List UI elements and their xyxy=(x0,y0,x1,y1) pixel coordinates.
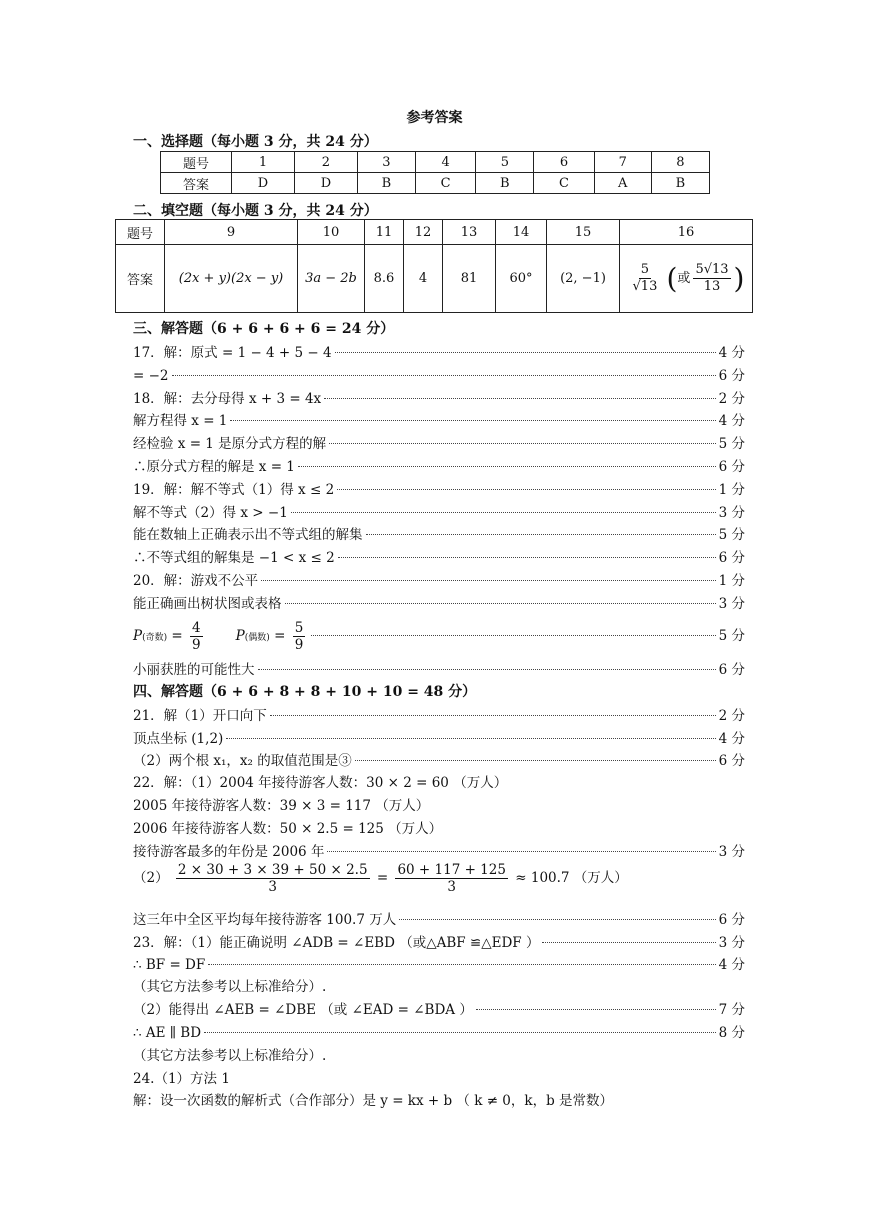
answer-line: 21．解（1）开口向下 2 分 xyxy=(133,708,745,724)
table-cell: 12 xyxy=(404,220,443,245)
note-line: （其它方法参考以上标准给分）. xyxy=(133,979,327,995)
fill-answer-table xyxy=(115,219,753,313)
q24-title: 24.（1）方法 1 xyxy=(133,1071,230,1087)
q24-line: 解：设一次函数的解析式（合作部分）是 y = kx + b （ k ≠ 0，k，b 是常数） xyxy=(133,1093,614,1109)
table-cell: 8.6 xyxy=(365,245,404,313)
table-row-label: 答案 xyxy=(116,245,165,313)
answer-line: 解不等式（2）得 x > −1 3 分 xyxy=(133,504,745,521)
answer-line: 19．解：解不等式（1）得 x ≤ 2 1 分 xyxy=(133,481,745,498)
table-cell: 81 xyxy=(443,245,496,313)
answer-line: ∴ BF = DF 4 分 xyxy=(133,957,745,973)
table-cell: A xyxy=(594,173,651,194)
table-cell: C xyxy=(416,173,476,194)
table-cell: 1 xyxy=(232,152,295,173)
answer-line: 接待游客最多的年份是 2006 年 3 分 xyxy=(133,844,745,860)
fraction: $\frac{5}{√13}$ xyxy=(632,262,658,294)
table-cell: 10 xyxy=(298,220,365,245)
fraction: $\frac{60 + 117 + 125}{3}$ xyxy=(397,862,506,895)
fraction: $\frac{2 \times 30 + 3 \times 39 + 50 \times 2.5}{3}$ xyxy=(177,862,368,895)
fraction: $\frac{4}{9}$ xyxy=(192,620,201,653)
table-cell: (2, −1) xyxy=(547,245,620,313)
table-row-label: 题号 xyxy=(161,152,232,173)
table-cell: 9 xyxy=(165,220,298,245)
answer-line: 能在数轴上正确表示出不等式组的解集 5 分 xyxy=(133,527,745,544)
section4-heading: 四、解答题（6 + 6 + 8 + 8 + 10 + 10 = 48 分） xyxy=(133,684,477,700)
answer-line: ∴不等式组的解集是 −1 < x ≤ 2 6 分 xyxy=(133,550,745,567)
answer-line: 顶点坐标 (1,2) 4 分 xyxy=(133,730,745,747)
table-row-label: 题号 xyxy=(116,220,165,245)
section1-heading: 一、选择题（每小题 3 分，共 24 分） xyxy=(133,134,378,150)
answer-line: 这三年中全区平均每年接待游客 100.7 万人 6 分 xyxy=(133,912,745,928)
answer-line: 解方程得 x = 1 4 分 xyxy=(133,413,745,430)
table-row-label: 答案 xyxy=(161,173,232,194)
page-title: 参考答案 xyxy=(406,110,463,126)
probability-line: P(奇数) = $\frac{4}{9}$ P(偶数) = $\frac{5}{9}$ 5 分 xyxy=(133,620,745,653)
table-cell: 8 xyxy=(651,152,709,173)
answer-line: （2）能得出 ∠AEB = ∠DBE （或 ∠EAD = ∠BDA ） 7 分 xyxy=(133,1002,745,1018)
plain-line: 2005 年接待游客人数：39 × 3 = 117 （万人） xyxy=(133,798,430,814)
table-cell-q16: $\frac{5}{√13}$ (或 $\frac{5√13}{13}$ ) xyxy=(620,245,753,313)
answer-line: （2）两个根 x₁，x₂ 的取值范围是③ 6 分 xyxy=(133,753,745,769)
table-cell: 16 xyxy=(620,220,753,245)
answer-line: 17．解：原式 = 1 − 4 + 5 − 4 4 分 xyxy=(133,345,745,361)
choice-answer-table xyxy=(160,151,710,194)
table-cell: D xyxy=(232,173,295,194)
answer-line: 小丽获胜的可能性大 6 分 xyxy=(133,662,745,678)
answer-line: 经检验 x = 1 是原分式方程的解 5 分 xyxy=(133,436,745,453)
section3-heading: 三、解答题（6 + 6 + 6 + 6 = 24 分） xyxy=(133,321,395,337)
table-cell: B xyxy=(651,173,709,194)
fraction: $\frac{5}{9}$ xyxy=(294,620,304,653)
table-cell: 13 xyxy=(443,220,496,245)
plain-line: 2006 年接待游客人数：50 × 2.5 = 125 （万人） xyxy=(133,821,443,837)
table-cell: B xyxy=(357,173,415,194)
table-cell: 3 xyxy=(357,152,415,173)
answer-line: 23．解：（1）能正确说明 ∠ADB = ∠EBD （或△ABF ≌△EDF ） 3 分 xyxy=(133,934,745,951)
table-cell: 4 xyxy=(404,245,443,313)
table-cell: 60° xyxy=(496,245,547,313)
table-cell: 15 xyxy=(547,220,620,245)
note-line: （其它方法参考以上标准给分）. xyxy=(133,1048,327,1064)
answer-line: ∴ AE ∥ BD 8 分 xyxy=(133,1025,745,1041)
answer-line: ∴原分式方程的解是 x = 1 6 分 xyxy=(133,459,745,475)
fraction: $\frac{5√13}{13}$ xyxy=(695,262,729,294)
table-cell: B xyxy=(476,173,534,194)
table-cell: 6 xyxy=(534,152,594,173)
table-cell: 5 xyxy=(476,152,534,173)
table-cell: 11 xyxy=(365,220,404,245)
table-cell: 7 xyxy=(594,152,651,173)
answer-line: 20．解：游戏不公平 1 分 xyxy=(133,573,745,589)
table-cell: (2x + y)(2x − y) xyxy=(165,245,298,313)
answer-line: = −2 6 分 xyxy=(133,367,745,384)
answer-line: 能正确画出树状图或表格 3 分 xyxy=(133,595,745,612)
table-cell: 14 xyxy=(496,220,547,245)
table-cell: 3a − 2b xyxy=(298,245,365,313)
section2-heading: 二、填空题（每小题 3 分，共 24 分） xyxy=(133,203,378,219)
table-cell: C xyxy=(534,173,594,194)
average-formula: （2） $\frac{2 \times 30 + 3 \times 39 + 50 \times 2.5}{3}$ = $\frac{60 + 117 + 125}{3}$ ≈ 100.7 （万人） xyxy=(133,862,628,895)
table-cell: 4 xyxy=(416,152,476,173)
table-cell: D xyxy=(294,173,357,194)
answer-line: 18．解：去分母得 x + 3 = 4x 2 分 xyxy=(133,390,745,407)
table-cell: 2 xyxy=(294,152,357,173)
plain-line: 22．解：（1）2004 年接待游客人数：30 × 2 = 60 （万人） xyxy=(133,775,508,791)
